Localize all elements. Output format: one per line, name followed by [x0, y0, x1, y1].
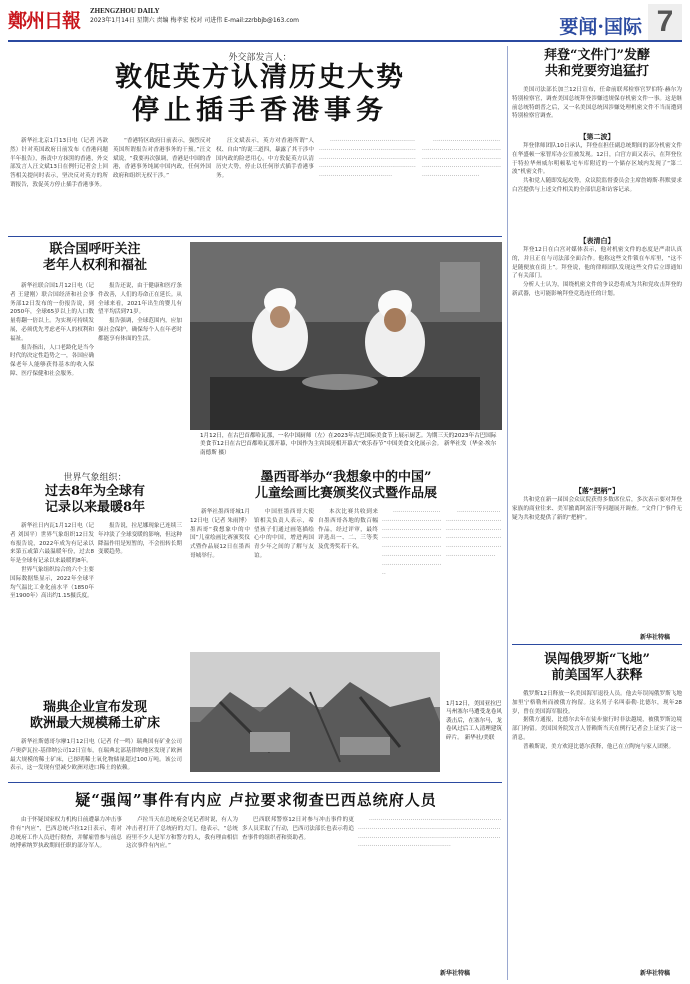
elderly-title-line1: 联合国呼吁关注 [49, 242, 141, 257]
sweden-paragraph: 新华社斯德哥尔摩1月12日电（记者 付一鸣）瑞典国有矿业公司卢奥萨瓦拉-基律纳公司12日宣布，在瑞典北部基律纳地区发现了欧洲最大规模的稀土矿床，已探明稀土氧化物储量超过100万吨。该公司表示，这一发现有望减少欧洲对进口稀土的依赖。 [10, 739, 182, 772]
column-divider [507, 46, 508, 980]
sweden-title-line1: 瑞典企业宣布发现 [42, 700, 147, 715]
brazil-column-4 [358, 816, 502, 966]
brazil-column-1 [10, 816, 122, 966]
climate-paragraph-3: 报告说，拉尼娜现象已连续三年冲淡了全球变暖的影响，但这种降温作用是短暂的，不会扭转长期变暖趋势。 [98, 523, 182, 556]
biden-paragraph-b: 共和党人随即发起攻势，众议院监督委员会主席詹姆斯·科默要求白宫提供与上述文件相关的全部信息和访客记录。 [512, 178, 682, 193]
section-title: 要闻·国际 [559, 16, 642, 38]
brazil-column-3 [242, 816, 354, 966]
elderly-paragraph-1: 新华社联合国1月12日电（记者 王建刚）联合国经济和社会事务部12日发布的一份报告说，到2050年，全球65岁以上的人口数量将翻一倍以上。为实现可持续发展，必须优先考虑老年人的权利和福祉。 [10, 283, 94, 342]
biden-paragraph-c: 拜登12日在白宫对媒体表示，他对机密文件的态度是严肃认真的，并且正在与司法部全面合作。他称这些文件锁在车库里，“这不是随便放在街上”。拜登说，他的律师团队发现这些文件后立即通知了有关部门。 [512, 247, 682, 280]
biden-subhead-1: 【第二波】 [579, 133, 615, 141]
elderly-title-line2: 老年人权利和福祉 [42, 258, 147, 273]
mexico-title-line2: 儿童绘画比赛颁奖仪式暨作品展 [254, 486, 437, 501]
brazil-filler: ·································································································································································································································································· [358, 817, 502, 850]
biden-paragraph-a: 拜登律师团队10日承认，拜登在担任副总统期间的部分机密文件在华盛顿一家智库办公室被发现。12日，白宫方面又表示，在拜登位于特拉华州威尔明顿私宅车库附近的一个储存区域内发现了“第二波”机密文件。 [512, 143, 682, 176]
biden-signature: 新华社特稿 [640, 634, 671, 641]
climate-title-line1: 过去8年为全球有 [44, 484, 146, 499]
tornado-photo-illustration [190, 652, 440, 772]
climate-paragraph-1: 新华社日内瓦1月12日电（记者 刘国平）世界气象组织12日发布报告说，2022年成为有记录以来第五或第六最温暖年份，过去8年是全球有记录以来最暖的8年。 [10, 523, 94, 565]
biden-paragraph-d: 分析人士认为，围绕机密文件的争议恐将成为共和党攻击拜登的新武器，也可能影响拜登竞选连任的计划。 [512, 282, 682, 297]
tornado-caption-credit: 新华社/美联 [464, 734, 495, 741]
sweden-title-line2: 欧洲最大规模稀土矿床 [29, 716, 160, 731]
mexico-column-2 [254, 508, 314, 648]
release-signature: 新华社特稿 [640, 970, 671, 977]
kitchen-caption [200, 432, 500, 462]
mexico-column-3 [318, 508, 378, 648]
brazil-paragraph-3: 巴西联邦警察12日对参与冲击事件的更多人员采取了行动，巴西司法部长也表示将追查事件的组织者和资助者。 [242, 817, 354, 841]
release-title [512, 652, 682, 684]
release-body [512, 690, 682, 964]
release-title-line2: 前美国军人获释 [551, 668, 643, 683]
masthead-info [90, 7, 299, 25]
climate-paragraph-2: 世界气象组织综合的六个主要国际数据集显示，2022年全球平均气温比工业化前水平（1850年至1900年）高出约1.15摄氏度。 [10, 566, 94, 600]
release-paragraph-3: 普赖斯说，美方欢迎比德尔获释，他已在立陶宛与家人团聚。 [523, 743, 675, 750]
lead-paragraph-1: 新华社北京1月13日电（记者 冯歆然）针对英国政府日前发布《香港问题半年报告》，指责中方抹黑的香港，外交部发言人汪文斌13日在例行记者会上回答相关提问时表示，坚决反对英方的所谓报告，敦促英方停止插手香港事务。 [10, 138, 108, 188]
lead-column-3 [216, 137, 314, 232]
page-number: 7 [648, 4, 682, 40]
lead-column-4 [319, 137, 417, 232]
biden-intro [512, 86, 682, 130]
mexico-paragraph-2: 中国驻墨西哥大使馆相关负责人表示，希望孩子们通过画笔描绘心中的中国，增进两国青少年之间的了解与友谊。 [254, 509, 314, 559]
mexico-column-4 [382, 508, 442, 648]
biden-intro-paragraph: 美国司法部长加兰12日宣布，任命前联邦检察官罗伯特·赫尔为特别检察官，调查美国总统拜登涉嫌违规保存机密文件一事。这是继前总统特朗普之后，又一名美国总统因涉嫌处理机密文件不当而遭到特别检察官调查。 [512, 87, 682, 120]
lead-column-2 [113, 137, 211, 232]
lead-paragraph-2: “香港特区政府日前表示，强烈反对英国所谓报告对香港事务的干预。”汪文斌说，“我要再次强调，香港是中国的香港，香港事务纯属中国内政，任何外国政府和组织无权干涉。” [113, 138, 211, 180]
mexico-filler-4: ·············································································································································································································· [382, 509, 442, 577]
release-paragraph-2: 据俄方通报，比德尔去年在徒步旅行时非法越境，被俄罗斯边境部门拘留。美国国务院发言人普赖斯当天在例行记者会上证实了这一消息。 [512, 717, 682, 741]
lead-filler-4: ··································································································································································································································· [319, 138, 416, 180]
newspaper-logo: 鄭州日報 [8, 10, 81, 32]
biden-subhead-2: 【表清白】 [579, 237, 615, 245]
tornado-caption [446, 700, 502, 772]
mexico-paragraph-1: 新华社墨西哥城1月12日电（记者 朱雨博）墨西哥“我想象中的中国”儿童绘画比赛颁奖仪式暨作品展12日在墨西哥城举行。 [190, 509, 250, 559]
elderly-title [10, 242, 180, 274]
brazil-column-2 [126, 816, 238, 966]
kitchen-photo-illustration [190, 242, 502, 430]
kitchen-caption-credit: 新华社发（华金·埃尔南德斯 摄） [200, 441, 497, 456]
divider [8, 236, 502, 237]
mexico-column-1 [190, 508, 250, 648]
biden-paragraph-e: 共和党在新一届国会众议院获得多数席位后，多次表示要对拜登家族的商业往来、美军撤离阿富汗等问题展开调查。“文件门”事件无疑为共和党提供了新的“把柄”。 [512, 497, 682, 521]
elderly-paragraph-2: 报告指出，人口老龄化是当今时代的决定性趋势之一，各国应确保老年人能够获得基本的收入保障、医疗保健和社会服务。 [10, 344, 94, 377]
biden-title-line1: 拜登“文件门”发酵 [544, 48, 650, 63]
mexico-title [190, 470, 502, 502]
tornado-photo [190, 652, 440, 772]
lead-paragraph-3: 汪文斌表示，英方对香港所谓“人权、自由”的说三道四，暴露了其干涉中国内政的险恶用心。中方敦促英方认清历史大势，停止以任何形式插手香港事务。 [216, 138, 314, 180]
biden-section-1 [512, 142, 682, 234]
climate-kicker: 世界气象组织： [63, 473, 127, 483]
brazil-signature: 新华社特稿 [440, 970, 471, 977]
mexico-column-5 [446, 508, 502, 648]
elderly-paragraph-4: 报告强调，全球范围内，应加强社会保护，确保每个人在年老时都能享有体面的生活。 [98, 318, 182, 342]
biden-subhead-3: 【落“把柄”】 [574, 487, 620, 495]
lead-column-5 [422, 137, 502, 232]
lead-title-line2: 停止插手香港事务 [132, 95, 388, 126]
biden-section-3 [512, 496, 682, 630]
english-title: ZHENGZHOU DAILY [90, 7, 160, 15]
lead-title-line1: 敦促英方认清历史大势 [115, 62, 405, 93]
tornado-caption-text: 1月12日，美国亚拉巴马州塞尔马遭受龙卷风袭击后，在塞尔马，龙卷风过后工人清理建筑碎片。 [446, 701, 502, 741]
climate-column-2 [98, 522, 182, 692]
kitchen-caption-text: 1月12日，在古巴首都哈瓦那，一名中国厨师（左）在2023年古巴国际美食节上展示厨艺。为期三天的2023年古巴国际美食节12日在古巴首都哈瓦那开幕，中国作为主宾国亮相开幕式“欢乐春节”中国美食文化展示会。 [200, 433, 497, 448]
brazil-paragraph-2: 卢拉当天在总统府会见记者时说，有人为冲击者打开了总统府的大门。他表示，“总统府里不少人是军方和警方的人，我有理由相信这次事件有内应。” [126, 817, 238, 850]
climate-title-line2: 记录以来最暖8年 [44, 500, 146, 515]
release-title-line1: 误闯俄罗斯“飞地” [544, 652, 650, 667]
mexico-filler-5: ······························································································································································· [446, 509, 502, 559]
release-paragraph-1: 俄罗斯12日释放一名美国海军退役人员。他去年误闯俄罗斯飞地加里宁格勒州而被俄方拘留。这名男子名叫泰勒·比德尔，现年28岁，曾在美国海军服役。 [512, 691, 682, 715]
kitchen-photo [190, 242, 502, 430]
sweden-body [10, 738, 182, 778]
date-line: 2023年1月14日 星期六 责编 梅孝宏 校对 司进伟 E-mail:zzrbbjb@163.com [90, 17, 300, 24]
masthead [8, 4, 682, 42]
divider [8, 782, 502, 783]
sweden-title [10, 700, 180, 732]
climate-title [10, 484, 180, 516]
lead-column-1 [10, 137, 108, 232]
divider [512, 644, 682, 645]
elderly-paragraph-3: 报告还说，由于健康和医疗条件改善，人们的寿命正在延长。从全球来看，2021年出生的婴儿有望平均活到71岁。 [98, 283, 182, 316]
climate-column-1 [10, 522, 94, 692]
brazil-paragraph-1: 由于怀疑国家权力机构日前遭暴力冲击事件有“内应”，巴西总统卢拉12日表示，将对总统府工作人员进行彻查，并解雇曾参与前总统博索纳罗执政期间任职的部分军人。 [10, 817, 122, 850]
biden-title-line2: 共和党要穷追猛打 [544, 64, 649, 79]
lead-filler-5: ······················································································································································································· [422, 138, 502, 180]
lead-kicker: 外交部发言人： [228, 53, 292, 63]
brazil-title: 疑“强闯”事件有内应 卢拉要求彻查巴西总统府人员 [75, 791, 437, 809]
mexico-paragraph-3: 本次比赛共收到来自墨西哥各地的数百幅作品，经过评审，最终评选出一、二、三等奖及优秀奖若干名。 [318, 509, 378, 551]
mexico-title-line1: 墨西哥举办“我想象中的中国” [260, 470, 432, 485]
biden-title [512, 48, 682, 80]
biden-section-2 [512, 246, 682, 482]
